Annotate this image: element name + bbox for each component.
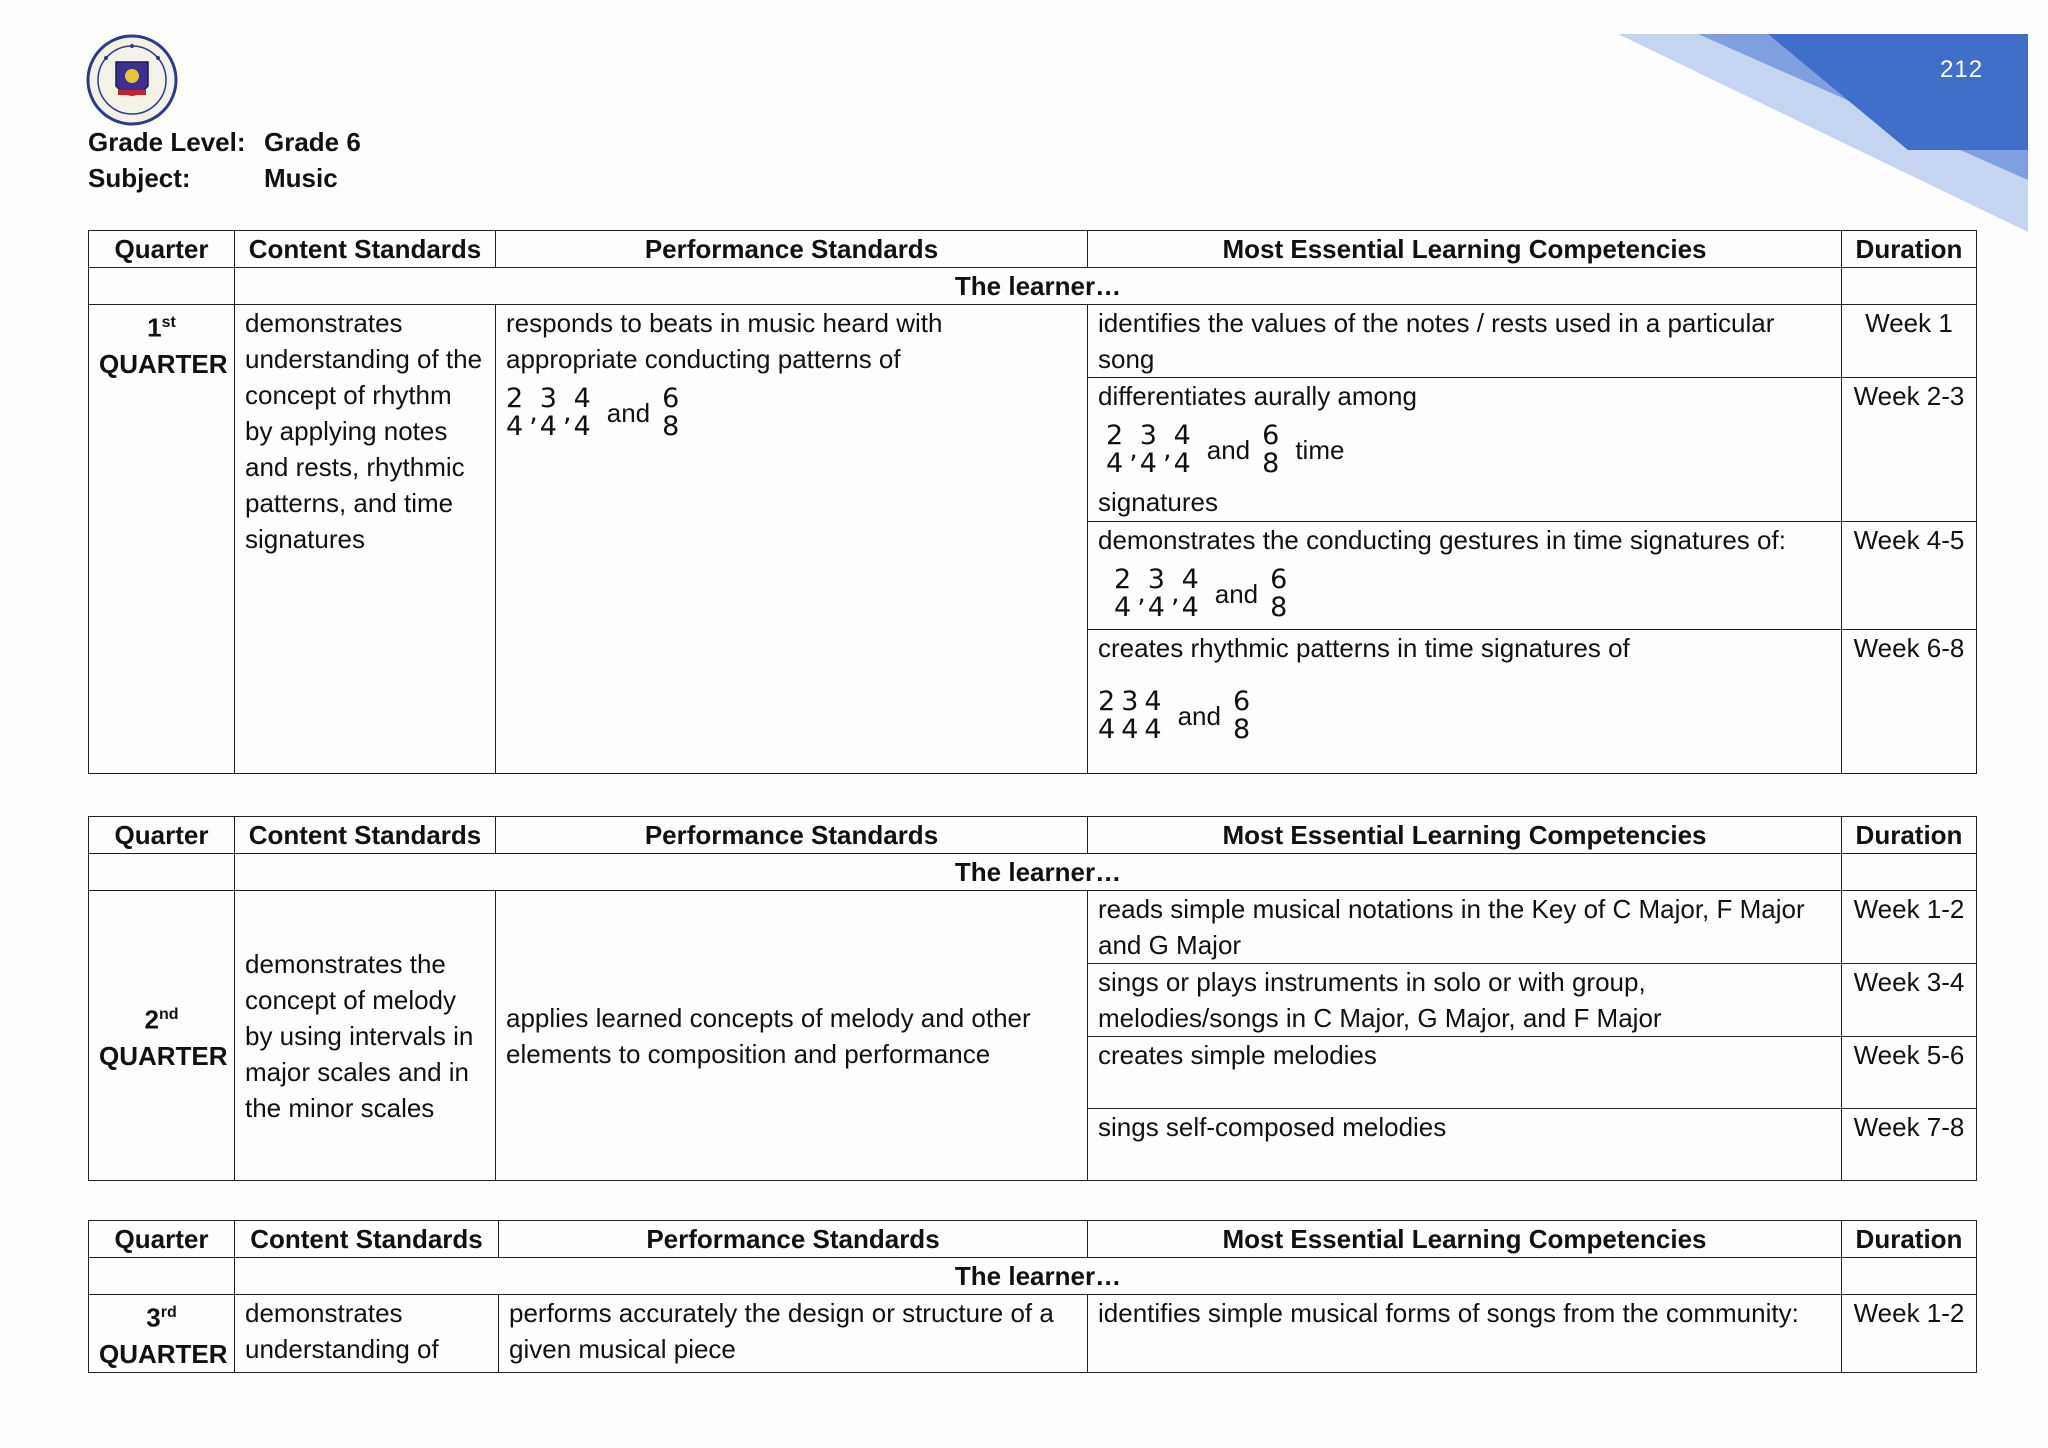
quarter-cell: 2nd QUARTER	[89, 891, 235, 1181]
deped-seal-icon	[86, 34, 178, 126]
table-header-row	[89, 231, 1977, 268]
quarter-1-table	[88, 230, 1977, 774]
header-content-standards: Content Standards	[235, 231, 496, 268]
competency-cell: demonstrates the conducting gestures in time signatures of: 2 4 , 3 4 , 4 4 and 6 8	[1088, 522, 1842, 630]
competency-cell: sings self-composed melodies	[1088, 1109, 1842, 1181]
content-standard-cell: demonstrates understanding of the concept of rhythm by applying notes and rests, rhythmic patterns, and time signatures	[235, 305, 496, 774]
duration-cell: Week 4-5	[1842, 522, 1977, 630]
table-header-row	[89, 1221, 1977, 1258]
subject-value: Music	[264, 163, 338, 193]
header-performance-standards: Performance Standards	[496, 231, 1088, 268]
page-number: 212	[1940, 56, 1984, 83]
header-quarter: Quarter	[89, 231, 235, 268]
competency-cell: identifies simple musical forms of songs from the community:	[1088, 1295, 1842, 1373]
table-row	[89, 891, 1977, 964]
learner-row	[89, 1258, 1977, 1295]
time-signatures: 2 4 3 4 4 4 and 6 8	[1098, 686, 1251, 745]
time-signatures: 2 4 , 3 4 , 4 4 and 6 8	[1114, 564, 1288, 623]
header-quarter: Quarter	[89, 817, 235, 854]
header-melc: Most Essential Learning Competencies	[1088, 1221, 1842, 1258]
duration-cell: Week 7-8	[1842, 1109, 1977, 1181]
competency-cell: differentiates aurally among 2 4 , 3 4 , 4 4 and 6 8 time signatures	[1088, 378, 1842, 522]
header-content-standards: Content Standards	[235, 817, 496, 854]
competency-cell: identifies the values of the notes / rests used in a particular song	[1088, 305, 1842, 378]
quarter-3-table	[88, 1220, 1977, 1373]
competency-cell: creates rhythmic patterns in time signatures of 2 4 3 4 4 4 and 6 8	[1088, 630, 1842, 774]
time-signatures: 2 4 , 3 4 , 4 4 and 6 8	[506, 383, 680, 442]
header-quarter: Quarter	[89, 1221, 235, 1258]
quarter-cell: 3rd QUARTER	[89, 1295, 235, 1373]
subject-label: Subject:	[88, 163, 191, 193]
table-header-row	[89, 817, 1977, 854]
duration-cell: Week 2-3	[1842, 378, 1977, 522]
header-duration: Duration	[1842, 817, 1977, 854]
header-performance-standards: Performance Standards	[496, 817, 1088, 854]
duration-cell: Week 1-2	[1842, 1295, 1977, 1373]
performance-standard-cell: responds to beats in music heard with appropriate conducting patterns of 2 4 , 3 4 , 4 4 and 6 8	[496, 305, 1088, 774]
quarter-2-table	[88, 816, 1977, 1181]
duration-cell: Week 5-6	[1842, 1037, 1977, 1109]
header-duration: Duration	[1842, 1221, 1977, 1258]
learner-label: The learner…	[235, 854, 1842, 891]
content-standard-cell: demonstrates understanding of	[235, 1295, 499, 1373]
learner-label: The learner…	[235, 268, 1842, 305]
document-meta	[88, 124, 361, 196]
competency-cell: sings or plays instruments in solo or with group, melodies/songs in C Major, G Major, and F Major	[1088, 964, 1842, 1037]
competency-cell: reads simple musical notations in the Key of C Major, F Major and G Major	[1088, 891, 1842, 964]
quarter-cell: 1st QUARTER	[89, 305, 235, 774]
competency-cell: creates simple melodies	[1088, 1037, 1842, 1109]
time-signatures: 2 4 , 3 4 , 4 4 and 6 8 time	[1106, 420, 1345, 479]
learner-row	[89, 268, 1977, 305]
performance-standard-cell: applies learned concepts of melody and other elements to composition and performance	[496, 891, 1088, 1181]
duration-cell: Week 1-2	[1842, 891, 1977, 964]
header-duration: Duration	[1842, 231, 1977, 268]
duration-cell: Week 1	[1842, 305, 1977, 378]
table-row	[89, 1295, 1977, 1373]
duration-cell: Week 6-8	[1842, 630, 1977, 774]
corner-decoration	[1618, 0, 2048, 240]
grade-level-label: Grade Level:	[88, 127, 246, 157]
header-content-standards: Content Standards	[235, 1221, 499, 1258]
header-performance-standards: Performance Standards	[499, 1221, 1088, 1258]
performance-standard-cell: performs accurately the design or structure of a given musical piece	[499, 1295, 1088, 1373]
content-standard-cell: demonstrates the concept of melody by using intervals in major scales and in the minor scales	[235, 891, 496, 1181]
grade-level-value: Grade 6	[264, 127, 361, 157]
header-melc: Most Essential Learning Competencies	[1088, 231, 1842, 268]
header-melc: Most Essential Learning Competencies	[1088, 817, 1842, 854]
learner-row	[89, 854, 1977, 891]
duration-cell: Week 3-4	[1842, 964, 1977, 1037]
table-row	[89, 305, 1977, 378]
learner-label: The learner…	[235, 1258, 1842, 1295]
